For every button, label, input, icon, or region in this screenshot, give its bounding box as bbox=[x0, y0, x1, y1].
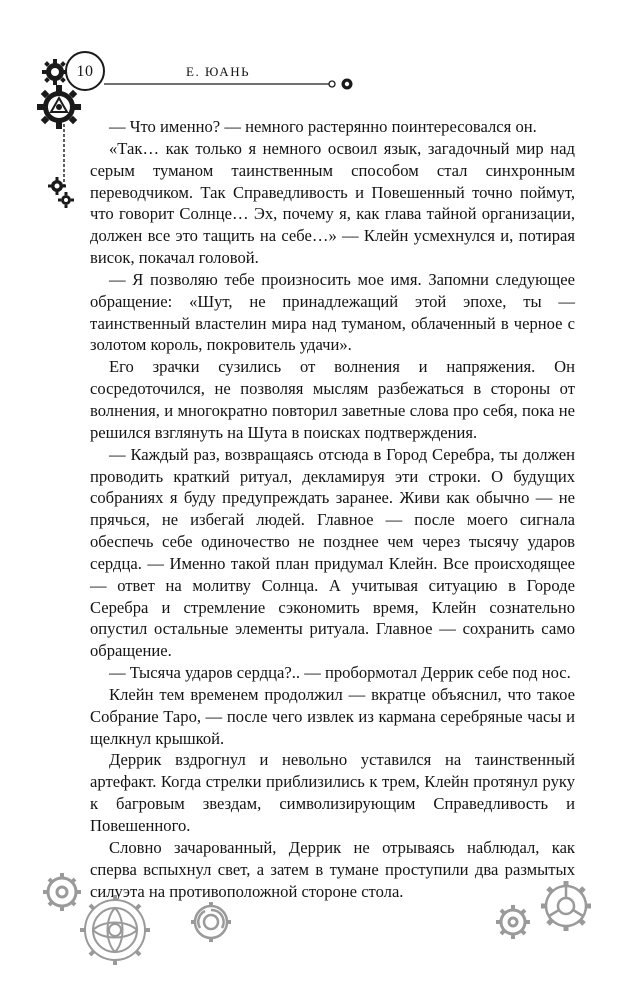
paragraph: Клейн тем временем продолжил — вкратце объяснил, что такое Собрание Таро, — после чего извлек из кармана серебряные часы и щелкнул крышкой. bbox=[90, 684, 575, 748]
paragraph: Его зрачки сузились от волнения и напряжения. Он сосредоточился, не позволяя мыслям разбежаться в стороны от волнения, и многократно повторил заветные слова про себя, пока не решился взглянуть на Шута в поисках подтверждения. bbox=[90, 357, 575, 442]
paragraph: — Тысяча ударов сердца?.. — пробормотал Деррик себе под нос. bbox=[109, 663, 571, 683]
paragraph: Деррик вздрогнул и невольно уставился на таинственный артефакт. Когда стрелки приблизились к трем, Клейн протянул руку к багровым звездам, символизирующим Справедливость и Повешенного. bbox=[90, 750, 575, 835]
gear-icon bbox=[37, 85, 81, 129]
footer-ornament bbox=[0, 850, 644, 1000]
gear-icon bbox=[80, 895, 150, 965]
paragraph: Словно зачарованный, Деррик не отрываясь наблюдал, как сперва вспыхнул свет, а затем в тумане проступили два размытых силуэта на противоположной стороне стола. bbox=[90, 837, 575, 901]
gear-icon bbox=[58, 192, 74, 208]
body-text bbox=[90, 116, 575, 902]
gear-icon bbox=[496, 905, 530, 939]
paragraph: «Так… как только я немного освоил язык, загадочный мир над серым туманом таинственным способом стал синхронным переводчиком. Так Справедливость и Повешенный точно поймут, что говорит Солнце… Эх, почему я, как глава тайной организации, должен все это тащить на себе…» — Клейн усмехнулся и, потирая висок, покачал головой. bbox=[90, 138, 575, 268]
gear-icon bbox=[42, 59, 68, 85]
running-head: Е. ЮАНЬ bbox=[186, 64, 251, 79]
gear-icon bbox=[43, 873, 81, 911]
paragraph: — Каждый раз, возвращаясь отсюда в Город Серебра, ты должен проводить краткий ритуал, декламируя эти строки. О будущих собраниях я буду предупреждать заранее. Живи как обычно — не прячься, не избегай людей. Главное — после моего сигнала обеспечь себе одиночество не позднее чем через тысячу ударов сердца. — Именно такой план придумал Клейн. Все происходящее — ответ на молитву Солнца. А учитывая ситуацию в Городе Серебра и стремление сэкономить время, Клейн сознательно опустил остальные элементы ритуала. Главное — сохранить само обращение. bbox=[90, 444, 575, 661]
paragraph: — Я позволяю тебе произносить мое имя. Запомни следующее обращение: «Шут, не принадлежащий этой эпохе, ты — таинственный властелин мира над туманом, облаченный в черное с золотом король, покровитель удачи». bbox=[90, 269, 575, 355]
paragraph: — Что именно? — немного растерянно поинтересовался он. bbox=[109, 117, 537, 136]
gear-icon bbox=[541, 881, 591, 931]
gear-icon bbox=[191, 902, 231, 942]
page-number: 10 bbox=[76, 63, 94, 80]
